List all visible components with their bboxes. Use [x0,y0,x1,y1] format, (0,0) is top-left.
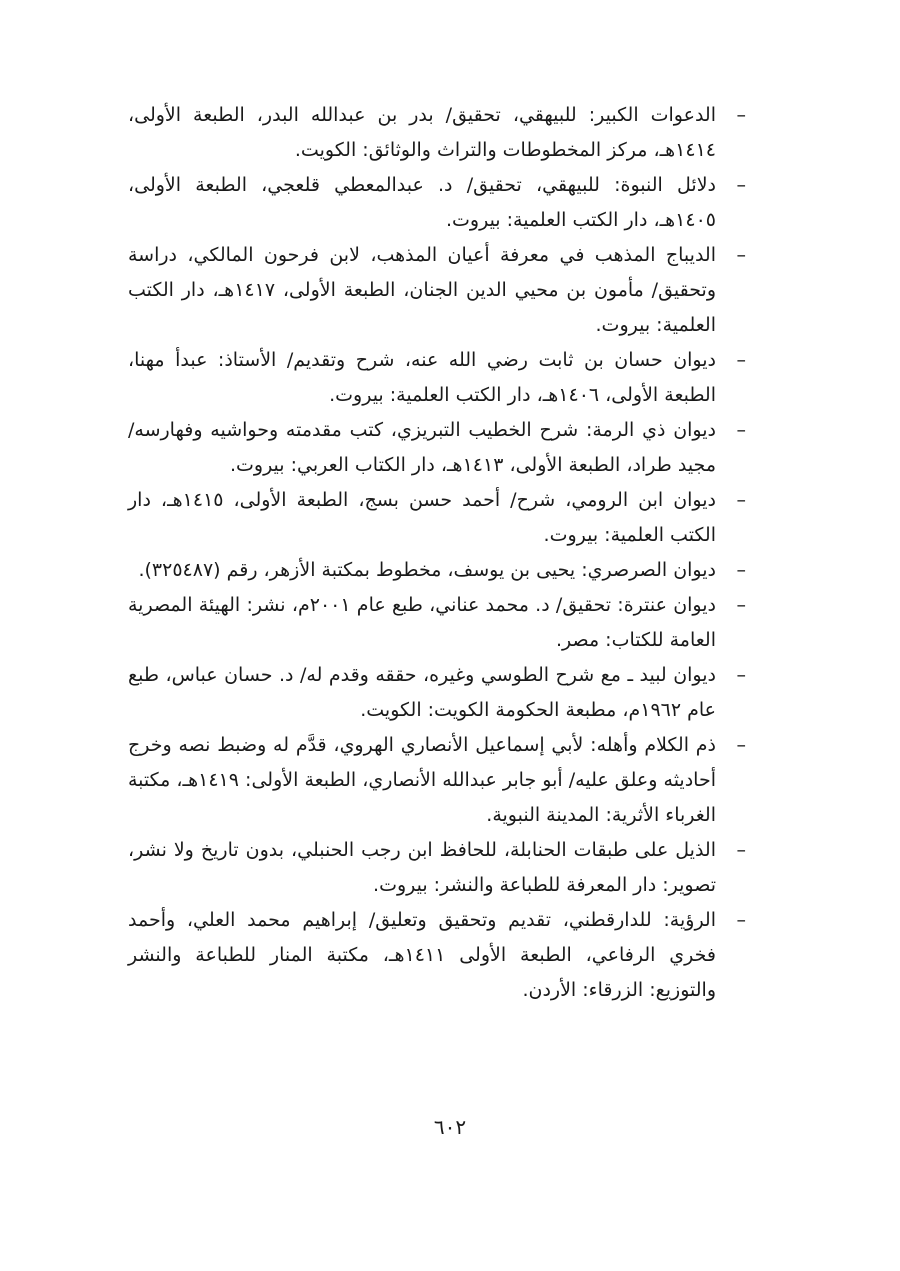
reference-text: ديوان لبيد ـ مع شرح الطوسي وغيره، حققه وقدم له/ د. حسان عباس، طبع عام ١٩٦٢م، مطبعة الحكومة الكويت: الكويت. [128,664,716,721]
reference-text: الدعوات الكبير: للبيهقي، تحقيق/ بدر بن عبدالله البدر، الطبعة الأولى، ١٤١٤هـ، مركز المخطوطات والتراث والوثائق: الكويت. [128,104,716,161]
entry-dash: – [736,594,746,616]
reference-entry [128,413,746,483]
page-number: ٦٠٢ [433,1115,467,1139]
entry-dash: – [736,104,746,126]
reference-text: دلائل النبوة: للبيهقي، تحقيق/ د. عبدالمعطي قلعجي، الطبعة الأولى، ١٤٠٥هـ، دار الكتب العلمية: بيروت. [128,174,716,231]
entry-dash: – [736,839,746,861]
reference-entry [128,658,746,728]
entry-dash: – [736,664,746,686]
reference-entry [128,483,746,553]
reference-entry [128,588,746,658]
reference-text: ديوان عنترة: تحقيق/ د. محمد عناني، طبع عام ٢٠٠١م، نشر: الهيئة المصرية العامة للكتاب: مصر. [128,594,716,651]
entry-dash: – [736,559,746,581]
entry-dash: – [736,244,746,266]
reference-entry [128,728,746,833]
bibliography-page [128,98,746,1008]
reference-text: الديباج المذهب في معرفة أعيان المذهب، لابن فرحون المالكي، دراسة وتحقيق/ مأمون بن محيي الدين الجنان، الطبعة الأولى، ١٤١٧هـ، دار الكتب العلمية: بيروت. [128,244,716,336]
reference-text: الذيل على طبقات الحنابلة، للحافظ ابن رجب الحنبلي، بدون تاريخ ولا نشر، تصوير: دار المعرفة للطباعة والنشر: بيروت. [128,839,716,896]
reference-list [128,98,746,1008]
reference-entry [128,833,746,903]
reference-entry [128,238,746,343]
reference-text: ديوان الصرصري: يحيى بن يوسف، مخطوط بمكتبة الأزهر، رقم (٣٢٥٤٨٧). [138,559,716,581]
reference-entry [128,343,746,413]
reference-text: الرؤية: للدارقطني، تقديم وتحقيق وتعليق/ إبراهيم محمد العلي، وأحمد فخري الرفاعي، الطبعة الأولى ١٤١١هـ، مكتبة المنار للطباعة والنشر والتوزيع: الزرقاء: الأردن. [128,909,716,1001]
reference-text: ذم الكلام وأهله: لأبي إسماعيل الأنصاري الهروي، قدَّم له وضبط نصه وخرج أحاديثه وعلق عليه/ أبو جابر عبدالله الأنصاري، الطبعة الأولى: ١٤١٩هـ، مكتبة الغرباء الأثرية: المدينة النبوية. [128,734,716,826]
reference-text: ديوان حسان بن ثابت رضي الله عنه، شرح وتقديم/ الأستاذ: عبدأ مهنا، الطبعة الأولى، ١٤٠٦هـ، دار الكتب العلمية: بيروت. [128,349,716,406]
reference-entry [128,98,746,168]
entry-dash: – [736,419,746,441]
reference-text: ديوان ذي الرمة: شرح الخطيب التبريزي، كتب مقدمته وحواشيه وفهارسه/ مجيد طراد، الطبعة الأولى، ١٤١٣هـ، دار الكتاب العربي: بيروت. [128,419,716,476]
entry-dash: – [736,734,746,756]
entry-dash: – [736,909,746,931]
reference-entry [128,168,746,238]
entry-dash: – [736,174,746,196]
reference-text: ديوان ابن الرومي، شرح/ أحمد حسن بسج، الطبعة الأولى، ١٤١٥هـ، دار الكتب العلمية: بيروت. [128,489,716,546]
entry-dash: – [736,489,746,511]
reference-entry [128,553,746,588]
reference-entry [128,903,746,1008]
entry-dash: – [736,349,746,371]
